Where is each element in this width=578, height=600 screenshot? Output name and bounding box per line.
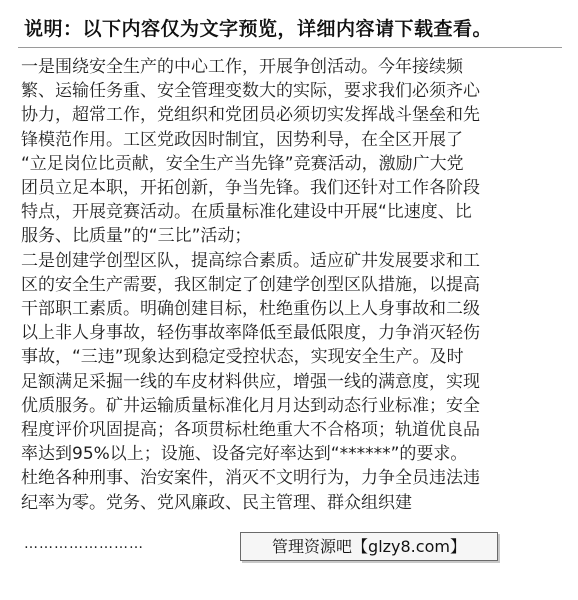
content-line: 锋模范作用。工区党政因时制宜，因势利导，在全区开展了 bbox=[21, 129, 463, 150]
content-line: 程度评价巩固提高；各项贯标杜绝重大不合格项；轨道优良品 bbox=[21, 420, 480, 441]
content-line: 干部职工素质。明确创建目标，杜绝重伤以上人身事故和二级 bbox=[21, 299, 480, 320]
truncation-dots: …………………… bbox=[24, 536, 144, 552]
content-line: 杜绝各种刑事、治安案件，消灭不文明行为，力争全员违法违 bbox=[21, 468, 480, 489]
content-line: 以上非人身事故，轻伤事故率降低至最低限度，力争消灭轻伤 bbox=[21, 323, 480, 344]
content-line: 纪率为零。党务、党风廉政、民主管理、群众组织建 bbox=[21, 492, 412, 513]
content-line: “立足岗位比贡献，安全生产当先锋”竞赛活动，激励广大党 bbox=[21, 153, 464, 174]
content-line: 足额满足采掘一线的车皮材料供应，增强一线的满意度，实现 bbox=[21, 371, 480, 392]
preview-notice: 说明：以下内容仅为文字预览，详细内容请下载查看。 bbox=[24, 18, 493, 40]
content-line: 率达到95%以上；设施、设备完好率达到“******”的要求。 bbox=[21, 444, 468, 465]
divider bbox=[18, 47, 562, 48]
content-line: 优质服务。矿井运输质量标准化月月达到动态行业标准；安全 bbox=[21, 395, 480, 416]
content-line: 事故，“三违”现象达到稳定受控状态，实现安全生产。及时 bbox=[21, 347, 464, 368]
content-line: 服务、比质量”的“三比”活动； bbox=[21, 226, 252, 247]
watermark-badge[interactable]: 管理资源吧【glzy8.com】 bbox=[240, 532, 498, 561]
content-line: 团员立足本职，开拓创新，争当先锋。我们还针对工作各阶段 bbox=[21, 178, 480, 199]
content-line: 特点，开展竞赛活动。在质量标准化建设中开展“比速度、比 bbox=[21, 202, 472, 223]
document-content bbox=[21, 55, 557, 515]
content-line: 一是围绕安全生产的中心工作，开展争创活动。今年接续频 bbox=[21, 57, 463, 77]
content-line: 繁、运输任务重、安全管理变数大的实际，要求我们必须齐心 bbox=[21, 81, 480, 102]
content-line: 协力，超常工作，党组织和党团员必须切实发挥战斗堡垒和先 bbox=[21, 105, 480, 126]
content-line: 二是创建学创型区队，提高综合素质。适应矿井发展要求和工 bbox=[21, 250, 480, 271]
content-line: 区的安全生产需要，我区制定了创建学创型区队措施，以提高 bbox=[21, 274, 480, 295]
